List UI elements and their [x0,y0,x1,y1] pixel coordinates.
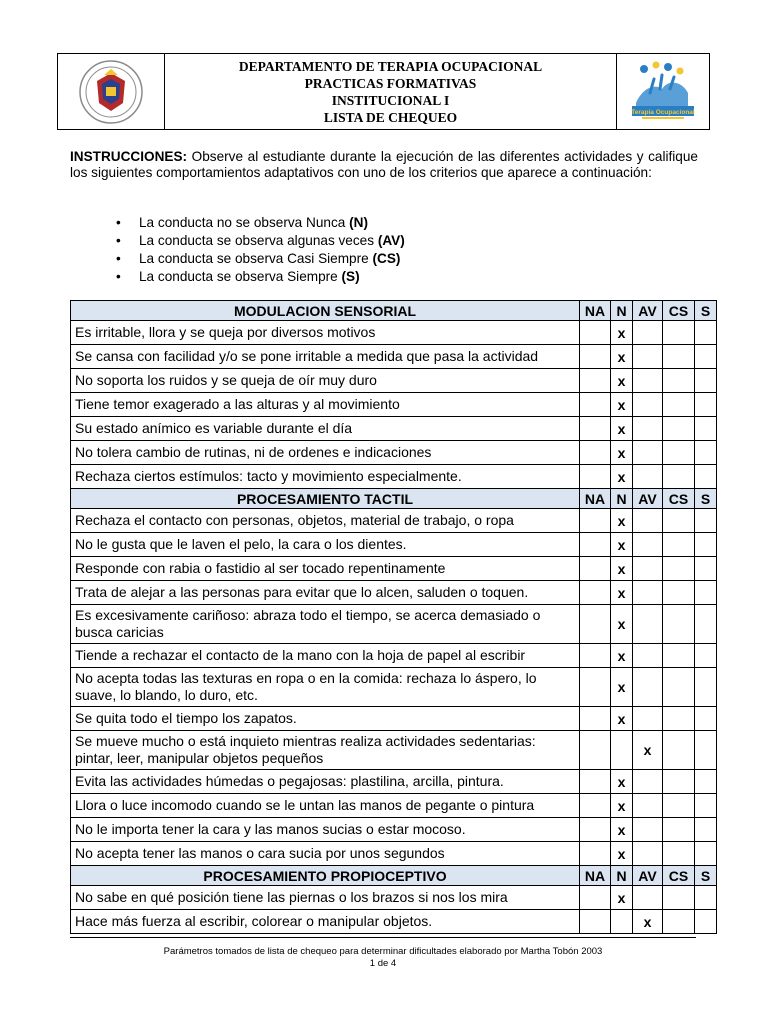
rating-cell-na[interactable] [580,818,611,842]
behavior-description: No acepta tener las manos o cara sucia por unos segundos [71,842,580,866]
rating-cell-cs[interactable] [663,393,695,417]
section-title: MODULACION SENSORIAL [71,301,580,321]
checklist-row [71,644,717,668]
behavior-description: Evita las actividades húmedas o pegajosas: plastilina, arcilla, pintura. [71,770,580,794]
rating-cell-na[interactable] [580,417,611,441]
rating-cell-cs[interactable] [663,509,695,533]
title-line-department: DEPARTAMENTO DE TERAPIA OCUPACIONAL [238,58,543,74]
criteria-item [114,268,405,286]
rating-cell-n[interactable] [611,910,633,934]
check-mark: x [617,348,626,365]
rating-cell-s[interactable] [695,770,717,794]
rating-cell-cs[interactable] [663,345,695,369]
checklist-row [71,707,717,731]
check-mark: x [617,560,626,577]
criteria-text: La conducta se observa Siempre [139,269,342,284]
rating-cell-cs[interactable] [663,644,695,668]
svg-text:Terapia Ocupacional: Terapia Ocupacional [631,108,695,116]
rating-cell-s[interactable] [695,794,717,818]
rating-cell-n[interactable] [611,842,633,866]
checklist-row [71,731,717,770]
rating-cell-s[interactable] [695,321,717,345]
checklist-row [71,842,717,866]
rating-cell-n[interactable] [611,886,633,910]
instructions-text: Observe al estudiante durante la ejecución de las diferentes actividades y califique los siguientes comportamientos adaptativos con uno de los criterios que aparece a continuación: [70,149,698,180]
rating-cell-n[interactable] [611,393,633,417]
column-header-cs: CS [663,301,695,321]
rating-cell-av[interactable] [633,393,663,417]
criteria-item [114,250,405,268]
university-seal-cell [58,54,165,129]
check-mark: x [617,616,626,632]
column-header-av: AV [633,301,663,321]
behavior-description: Su estado anímico es variable durante el día [71,417,580,441]
column-header-cs: CS [663,866,695,886]
behavior-description: No le importa tener la cara y las manos sucias o estar mocoso. [71,818,580,842]
criteria-code: (AV) [377,233,405,248]
footer-divider [70,937,696,938]
rating-cell-na[interactable] [580,393,611,417]
rating-cell-na[interactable] [580,668,611,707]
column-header-s: S [695,866,717,886]
rating-cell-n[interactable] [611,465,633,489]
check-mark: x [617,797,626,814]
rating-cell-s[interactable] [695,465,717,489]
column-header-s: S [695,489,717,509]
checklist-row [71,770,717,794]
criteria-text: La conducta no se observa Nunca [139,215,350,230]
column-header-n: N [611,489,633,509]
column-header-n: N [611,866,633,886]
column-header-av: AV [633,489,663,509]
rating-cell-av[interactable] [633,770,663,794]
checklist-row [71,393,717,417]
rating-cell-cs[interactable] [663,557,695,581]
rating-cell-n[interactable] [611,770,633,794]
university-seal-icon [78,59,144,125]
rating-cell-na[interactable] [580,707,611,731]
behavior-description: Rechaza ciertos estímulos: tacto y movimiento especialmente. [71,465,580,489]
criteria-code: (CS) [372,251,401,266]
rating-cell-cs[interactable] [663,842,695,866]
rating-cell-s[interactable] [695,605,717,644]
rating-cell-cs[interactable] [663,818,695,842]
rating-cell-av[interactable] [633,369,663,393]
rating-cell-cs[interactable] [663,369,695,393]
check-mark: x [617,536,626,553]
rating-cell-cs[interactable] [663,321,695,345]
rating-cell-s[interactable] [695,731,717,770]
behavior-description: No tolera cambio de rutinas, ni de ordenes e indicaciones [71,441,580,465]
rating-cell-na[interactable] [580,321,611,345]
rating-cell-s[interactable] [695,393,717,417]
behavior-description: Tiene temor exagerado a las alturas y al movimiento [71,393,580,417]
rating-cell-n[interactable] [611,668,633,707]
rating-cell-s[interactable] [695,818,717,842]
checklist-row [71,533,717,557]
rating-cell-cs[interactable] [663,886,695,910]
check-mark: x [643,742,652,758]
rating-cell-na[interactable] [580,557,611,581]
rating-cell-na[interactable] [580,910,611,934]
check-mark: x [617,468,626,485]
checklist-body [71,301,717,934]
column-header-na: NA [580,866,611,886]
section-header-row [71,301,717,321]
checklist-row [71,369,717,393]
column-header-s: S [695,301,717,321]
rating-cell-av[interactable] [633,509,663,533]
check-mark: x [617,773,626,790]
rating-cell-na[interactable] [580,369,611,393]
section-header-row [71,489,717,509]
rating-cell-n[interactable] [611,509,633,533]
behavior-description: Hace más fuerza al escribir, colorear o manipular objetos. [71,910,580,934]
rating-cell-cs[interactable] [663,770,695,794]
rating-cell-av[interactable] [633,417,663,441]
behavior-description: Tiende a rechazar el contacto de la mano con la hoja de papel al escribir [71,644,580,668]
rating-cell-av[interactable] [633,910,663,934]
checklist-row [71,509,717,533]
check-mark: x [617,710,626,727]
rating-cell-av[interactable] [633,644,663,668]
checklist-row [71,886,717,910]
rating-cell-na[interactable] [580,465,611,489]
rating-cell-na[interactable] [580,533,611,557]
rating-cell-cs[interactable] [663,533,695,557]
rating-cell-n[interactable] [611,644,633,668]
section-title: PROCESAMIENTO TACTIL [71,489,580,509]
rating-cell-av[interactable] [633,533,663,557]
rating-cell-cs[interactable] [663,668,695,707]
rating-cell-av[interactable] [633,731,663,770]
rating-cell-s[interactable] [695,644,717,668]
column-header-na: NA [580,489,611,509]
rating-cell-av[interactable] [633,886,663,910]
rating-cell-cs[interactable] [663,731,695,770]
rating-cell-s[interactable] [695,668,717,707]
rating-cell-s[interactable] [695,369,717,393]
instructions-label: INSTRUCCIONES: [70,149,188,164]
rating-cell-av[interactable] [633,345,663,369]
rating-cell-na[interactable] [580,345,611,369]
rating-cell-s[interactable] [695,707,717,731]
criteria-code: (S) [341,269,360,284]
rating-cell-s[interactable] [695,842,717,866]
check-mark: x [617,889,626,906]
rating-cell-s[interactable] [695,417,717,441]
check-mark: x [617,372,626,389]
rating-cell-na[interactable] [580,441,611,465]
rating-cell-n[interactable] [611,369,633,393]
criteria-item [114,214,405,232]
rating-cell-s[interactable] [695,509,717,533]
behavior-description: Se quita todo el tiempo los zapatos. [71,707,580,731]
rating-cell-na[interactable] [580,770,611,794]
occupational-therapy-logo-icon [628,59,698,125]
behavior-description: Se mueve mucho o está inquieto mientras realiza actividades sedentarias: pintar, leer, manipular objetos pequeños [71,731,580,770]
checklist-row [71,557,717,581]
rating-cell-cs[interactable] [663,441,695,465]
behavior-description: No sabe en qué posición tiene las piernas o los brazos si nos los mira [71,886,580,910]
rating-cell-cs[interactable] [663,465,695,489]
check-mark: x [617,584,626,601]
rating-cell-av[interactable] [633,842,663,866]
checklist-row [71,345,717,369]
behavior-description: Se cansa con facilidad y/o se pone irritable a medida que pasa la actividad [71,345,580,369]
behavior-description: No soporta los ruidos y se queja de oír muy duro [71,369,580,393]
rating-cell-s[interactable] [695,910,717,934]
page-footer [70,946,696,970]
column-header-n: N [611,301,633,321]
section-title: PROCESAMIENTO PROPIOCEPTIVO [71,866,580,886]
checklist-table [70,300,717,934]
check-mark: x [617,845,626,862]
rating-cell-s[interactable] [695,886,717,910]
behavior-description: Trata de alejar a las personas para evitar que lo alcen, saluden o toquen. [71,581,580,605]
criteria-text: La conducta se observa algunas veces [139,233,378,248]
column-header-cs: CS [663,489,695,509]
rating-cell-n[interactable] [611,533,633,557]
behavior-description: Responde con rabia o fastidio al ser tocado repentinamente [71,557,580,581]
rating-cell-cs[interactable] [663,581,695,605]
rating-cell-cs[interactable] [663,910,695,934]
checklist-row [71,321,717,345]
rating-cell-na[interactable] [580,644,611,668]
check-mark: x [617,324,626,341]
document-header [57,53,710,130]
instructions-paragraph [70,149,698,181]
rating-cell-na[interactable] [580,605,611,644]
rating-cell-cs[interactable] [663,605,695,644]
check-mark: x [643,913,652,930]
checklist-row [71,910,717,934]
rating-cell-av[interactable] [633,557,663,581]
rating-cell-n[interactable] [611,345,633,369]
rating-cell-na[interactable] [580,886,611,910]
rating-cell-av[interactable] [633,465,663,489]
rating-cell-n[interactable] [611,581,633,605]
criteria-item [114,232,405,250]
rating-cell-na[interactable] [580,731,611,770]
document-title [165,54,616,129]
check-mark: x [617,679,626,695]
rating-cell-n[interactable] [611,605,633,644]
rating-cell-cs[interactable] [663,417,695,441]
check-mark: x [617,647,626,664]
rating-cell-av[interactable] [633,794,663,818]
behavior-description: Es excesivamente cariñoso: abraza todo el tiempo, se acerca demasiado o busca caricias [71,605,580,644]
rating-cell-av[interactable] [633,707,663,731]
rating-cell-n[interactable] [611,417,633,441]
rating-cell-av[interactable] [633,321,663,345]
behavior-description: Llora o luce incomodo cuando se le untan las manos de pegante o pintura [71,794,580,818]
check-mark: x [617,444,626,461]
rating-cell-n[interactable] [611,707,633,731]
rating-cell-n[interactable] [611,441,633,465]
rating-cell-n[interactable] [611,557,633,581]
rating-cell-cs[interactable] [663,707,695,731]
rating-cell-na[interactable] [580,581,611,605]
rating-cell-na[interactable] [580,794,611,818]
check-mark: x [617,420,626,437]
rating-cell-av[interactable] [633,668,663,707]
checklist-row [71,465,717,489]
behavior-description: Es irritable, llora y se queja por diversos motivos [71,321,580,345]
checklist-row [71,417,717,441]
rating-cell-s[interactable] [695,557,717,581]
rating-cell-n[interactable] [611,321,633,345]
therapy-logo-cell [616,54,709,129]
check-mark: x [617,821,626,838]
criteria-list [114,214,405,286]
checklist-row [71,581,717,605]
rating-cell-cs[interactable] [663,794,695,818]
title-line-practices: PRACTICAS FORMATIVAS [304,75,477,91]
behavior-description: No le gusta que le laven el pelo, la cara o los dientes. [71,533,580,557]
checklist-row [71,605,717,644]
rating-cell-s[interactable] [695,345,717,369]
rating-cell-av[interactable] [633,818,663,842]
behavior-description: No acepta todas las texturas en ropa o en la comida: rechaza lo áspero, lo suave, lo blando, lo duro, etc. [71,668,580,707]
section-header-row [71,866,717,886]
rating-cell-s[interactable] [695,533,717,557]
rating-cell-na[interactable] [580,842,611,866]
rating-cell-av[interactable] [633,605,663,644]
criteria-code: (N) [349,215,368,230]
behavior-description: Rechaza el contacto con personas, objetos, material de trabajo, o ropa [71,509,580,533]
column-header-na: NA [580,301,611,321]
rating-cell-n[interactable] [611,731,633,770]
checklist-row [71,441,717,465]
title-line-checklist: LISTA DE CHEQUEO [323,109,458,125]
rating-cell-n[interactable] [611,818,633,842]
footer-source: Parámetros tomados de lista de chequeo para determinar dificultades elaborado por Martha Tobón 2003 [163,946,603,957]
rating-cell-s[interactable] [695,441,717,465]
column-header-av: AV [633,866,663,886]
rating-cell-av[interactable] [633,581,663,605]
title-line-institutional: INSTITUCIONAL I [331,92,450,108]
rating-cell-s[interactable] [695,581,717,605]
check-mark: x [617,396,626,413]
rating-cell-n[interactable] [611,794,633,818]
rating-cell-na[interactable] [580,509,611,533]
checklist-row [71,818,717,842]
page-number: 1 de 4 [369,958,397,969]
criteria-text: La conducta se observa Casi Siempre [139,251,373,266]
checklist-row [71,668,717,707]
rating-cell-av[interactable] [633,441,663,465]
checklist-row [71,794,717,818]
check-mark: x [617,512,626,529]
